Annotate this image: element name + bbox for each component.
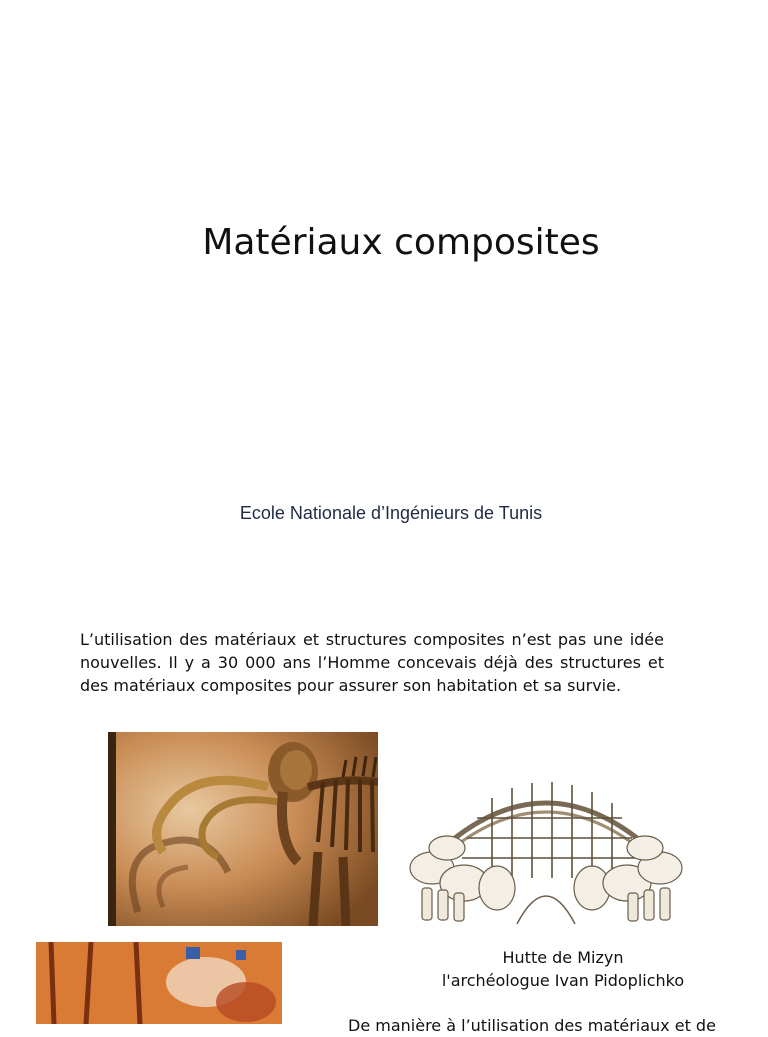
- intro-paragraph: L’utilisation des matériaux et structures composites n’est pas une idée nouvelles. Il y a 30 000 ans l’Homme concevais déjà des structures et des matériaux composites pour assurer son habitation et sa survie.: [80, 630, 664, 695]
- caption-line-1: Hutte de Mizyn: [502, 948, 624, 967]
- bone-hut-image: [402, 748, 690, 924]
- mammoth-skeleton-image: [108, 732, 378, 926]
- image-caption: [428, 946, 698, 992]
- school-name: Ecole Nationale d’Ingénieurs de Tunis: [239, 503, 543, 523]
- truncated-text-line: De manière à l’utilisation des matériaux et de: [348, 1016, 716, 1035]
- bone-structure-image: [36, 942, 282, 1024]
- page-title: Matériaux composites: [202, 222, 600, 263]
- caption-line-2: l'archéologue Ivan Pidoplichko: [441, 971, 685, 990]
